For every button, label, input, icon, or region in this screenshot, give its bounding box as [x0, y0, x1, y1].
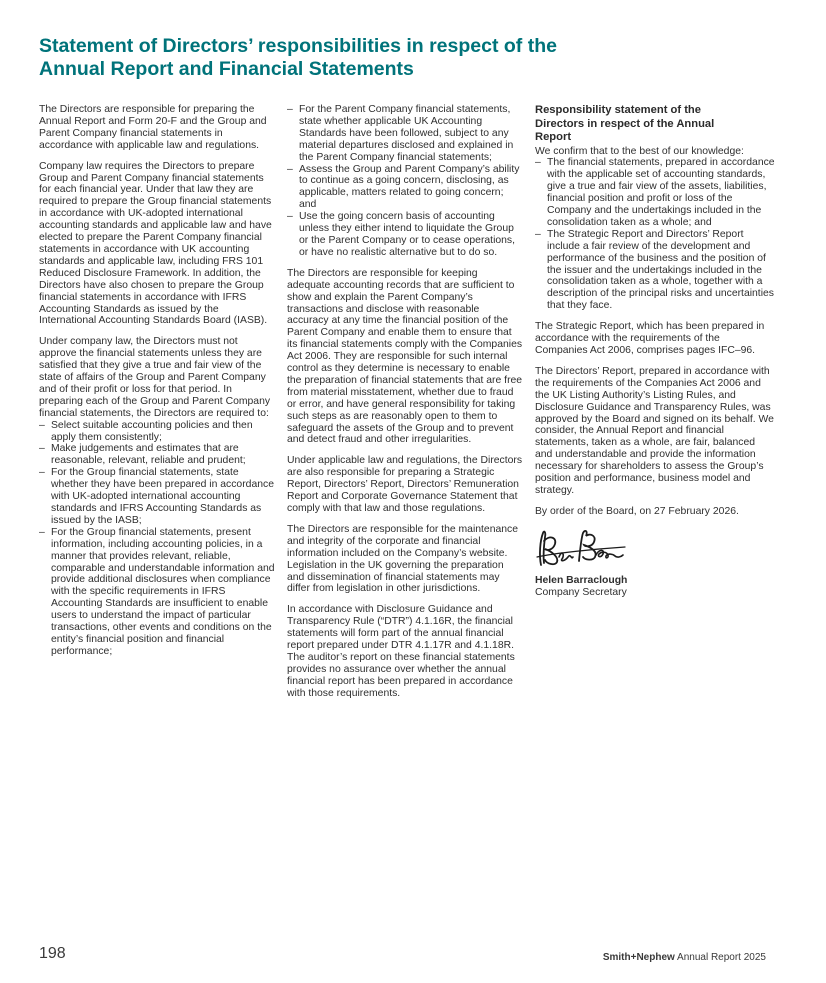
paragraph: The Directors are responsible for preparing the Annual Report and Form 20-F and the Group and Parent Company financial statements in accordance with applicable law and regulations.	[39, 104, 267, 151]
list-item: – Assess the Group and Parent Company’s ability to continue as a going concern, disclosing, as applicable, matters related to going concern; and	[287, 164, 523, 212]
list-item: – The Strategic Report and Directors’ Report include a fair review of the development and performance of the business and the position of the issuer and the undertakings included in the consolidation taken as a whole, together with a description of the principal risks and uncertainties that they face.	[535, 229, 775, 312]
page-number: 198	[39, 945, 66, 962]
brand-name: Smith+Nephew	[602, 952, 675, 963]
list-item: – Use the going concern basis of accounting unless they either intend to liquidate the Group or the Parent Company or to cease operations, or have no realistic alternative but to do so.	[287, 211, 523, 259]
paragraph: Company law requires the Directors to prepare Group and Parent Company financial statements for each financial year. Under that law they are required to prepare the Group financial statements in accordance with UK-adopted international accounting standards and applicable law and have elected to prepare the Parent Company financial statements in accordance with UK accounting standards and applicable law, including FRS 101 Reduced Disclosure Framework. In addition, the Directors have also chosen to prepare the Group financial statements in accordance with IFRS Accounting Standards as issued by the International Accounting Standards Board (IASB).	[39, 160, 272, 327]
list-item: – For the Parent Company financial statements, state whether applicable UK Accounting Standards have been followed, subject to any material departures disclosed and explained in the Parent Company financial statements;	[287, 104, 523, 164]
column-middle	[287, 104, 523, 709]
board-order: By order of the Board, on 27 February 2026.	[535, 505, 739, 517]
list-item: – For the Group financial statements, state whether they have been prepared in accordance with UK-adopted international accounting standards and IFRS Accounting Standards as issued by the IASB;	[39, 467, 275, 527]
paragraph: The Directors’ Report, prepared in accordance with the requirements of the Companies Act 2006 and the UK Listing Authority’s Listing Rules, and Disclosure Guidance and Transparency Rules, was approved by the Board and signed on its behalf. We consider, the Annual Report and financial statements, taken as a whole, are fair, balanced and understandable and provide the information necessary for shareholders to assess the Group’s position and performance, business model and strategy.	[535, 365, 774, 496]
list-item: – The financial statements, prepared in accordance with the applicable set of accounting standards, give a true and fair view of the assets, liabilities, financial position and profit or loss of the Company and the undertakings included in the consolidation taken as a whole; and	[535, 157, 775, 228]
section-heading: Responsibility statement of the Directors in respect of the Annual Report	[535, 104, 715, 143]
page-title: Statement of Directors’ responsibilities in respect of the Annual Report and Financial Statements	[39, 35, 557, 80]
footer-brand	[603, 952, 766, 963]
bullet-list	[535, 157, 775, 312]
paragraph: We confirm that to the best of our knowledge:	[535, 145, 744, 157]
paragraph: In accordance with Disclosure Guidance and Transparency Rule (“DTR”) 4.1.16R, the financial statements will form part of the annual financial report prepared under DTR 4.1.17R and 4.1.18R. The auditor’s report on these financial statements provides no assurance over whether the annual financial report has been prepared in accordance with those requirements.	[287, 604, 515, 699]
list-item: – Make judgements and estimates that are reasonable, relevant, reliable and prudent;	[39, 443, 275, 467]
signer-role: Company Secretary	[535, 586, 627, 598]
paragraph: Under company law, the Directors must not approve the financial statements unless they are satisfied that they give a true and fair view of the state of affairs of the Group and Parent Company and of their profit or loss for that period. In preparing each of the Group and Parent Company financial statements, the Directors are required to:	[39, 336, 271, 419]
paragraph: The Directors are responsible for keeping adequate accounting records that are sufficient to show and explain the Parent Company’s transactions and disclose with reasonable accuracy at any time the financial position of the Parent Company and enable them to ensure that its financial statements comply with the Companies Act 2006. They are responsible for such internal control as they determine is necessary to enable the preparation of financial statements that are free from material misstatement, whether due to fraud or error, and have general responsibility for taking such steps as are reasonably open to them to safeguard the assets of the Group and to prevent and detect fraud and other irregularities.	[287, 267, 523, 446]
bullet-list	[39, 420, 275, 658]
list-item: – Select suitable accounting policies and then apply them consistently;	[39, 420, 275, 444]
list-item: – For the Group financial statements, present information, including accounting policies, in a manner that provides relevant, reliable, comparable and understandable information and provide additional disclosures when compliance with the specific requirements in IFRS Accounting Standards are insufficient to enable users to understand the impact of particular transactions, other events and conditions on the entity’s financial position and financial performance;	[39, 527, 275, 658]
signer-name: Helen Barraclough	[535, 574, 628, 586]
report-name: Annual Report 2025	[677, 952, 766, 963]
column-right	[535, 104, 775, 599]
signature-image	[535, 527, 627, 571]
paragraph: The Strategic Report, which has been prepared in accordance with the requirements of the Companies Act 2006, comprises pages IFC–96.	[535, 321, 765, 356]
paragraph: The Directors are responsible for the maintenance and integrity of the corporate and financial information included on the Company’s website. Legislation in the UK governing the preparation and dissemination of financial statements may differ from legislation in other jurisdictions.	[287, 523, 519, 595]
bullet-list	[287, 104, 523, 259]
column-left	[39, 104, 275, 667]
paragraph: Under applicable law and regulations, the Directors are also responsible for preparing a Strategic Report, Directors’ Report, Directors’ Remuneration Report and Corporate Governance Statement that comply with that law and those regulations.	[287, 455, 523, 514]
